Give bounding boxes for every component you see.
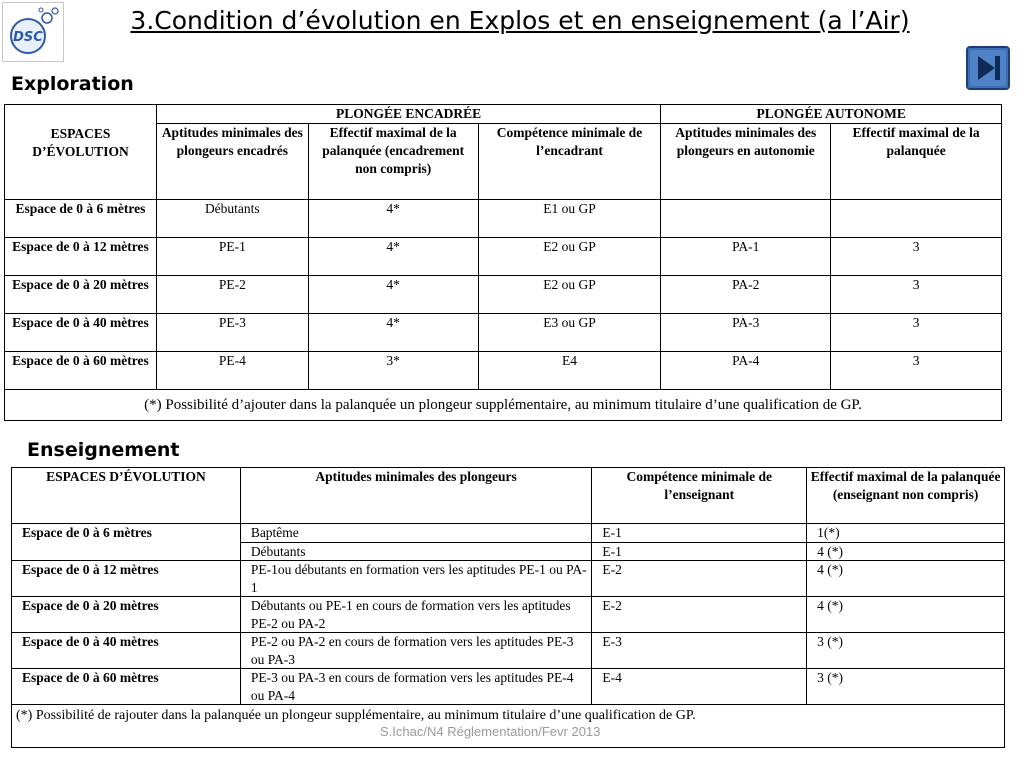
group-plongee-autonome: PLONGÉE AUTONOME bbox=[661, 105, 1002, 124]
table-row bbox=[5, 200, 1002, 238]
cell-competence: E-3 bbox=[592, 633, 807, 669]
cell-aptitudes-encadres: PE-1 bbox=[156, 238, 308, 276]
slide-footer: S.Ichac/N4 Réglementation/Fevr 2013 bbox=[380, 724, 601, 739]
cell-effectif: 1(*) bbox=[807, 524, 1005, 543]
cell-aptitudes: Débutants bbox=[240, 542, 592, 561]
table-row bbox=[12, 561, 1005, 597]
row-espace: Espace de 0 à 40 mètres bbox=[12, 633, 241, 669]
cell-aptitudes: Baptême bbox=[240, 524, 592, 543]
cell-effectif-encadree: 4* bbox=[308, 200, 478, 238]
cell-effectif-encadree: 3* bbox=[308, 352, 478, 390]
club-logo bbox=[2, 2, 64, 62]
row-espace: Espace de 0 à 6 mètres bbox=[12, 524, 241, 561]
cell-competence: E4 bbox=[478, 352, 661, 390]
cell-competence: E-4 bbox=[592, 669, 807, 705]
cell-competence: E-1 bbox=[592, 542, 807, 561]
cell-effectif-encadree: 4* bbox=[308, 276, 478, 314]
skip-next-icon bbox=[966, 46, 1010, 90]
row-espace: Espace de 0 à 12 mètres bbox=[5, 238, 157, 276]
col-competence-encadrant: Compétence minimale de l’encadrant bbox=[478, 124, 661, 200]
next-slide-button[interactable] bbox=[966, 46, 1010, 90]
exploration-footnote: (*) Possibilité d’ajouter dans la palanquée un plongeur supplémentaire, au minimum titulaire d’une qualification de GP. bbox=[5, 390, 1002, 421]
table-row bbox=[5, 238, 1002, 276]
cell-effectif-autonome: 3 bbox=[831, 276, 1002, 314]
cell-effectif: 4 (*) bbox=[807, 597, 1005, 633]
cell-competence: E3 ou GP bbox=[478, 314, 661, 352]
col-aptitudes: Aptitudes minimales des plongeurs bbox=[240, 468, 592, 524]
cell-aptitudes: PE-2 ou PA-2 en cours de formation vers les aptitudes PE-3 ou PA-3 bbox=[240, 633, 592, 669]
enseignement-heading: Enseignement bbox=[27, 439, 180, 461]
logo-text: DSC bbox=[13, 30, 43, 45]
col-aptitudes-encadres: Aptitudes minimales des plongeurs encadrés bbox=[156, 124, 308, 200]
table-row bbox=[5, 352, 1002, 390]
cell-effectif-autonome: 3 bbox=[831, 352, 1002, 390]
col-effectif-autonome: Effectif maximal de la palanquée bbox=[831, 124, 1002, 200]
col-effectif: Effectif maximal de la palanquée (enseignant non compris) bbox=[807, 468, 1005, 524]
cell-aptitudes-autonomie: PA-4 bbox=[661, 352, 831, 390]
table-row bbox=[5, 276, 1002, 314]
row-espace: Espace de 0 à 20 mètres bbox=[5, 276, 157, 314]
cell-competence: E-2 bbox=[592, 597, 807, 633]
col-espaces: ESPACES D’ÉVOLUTION bbox=[5, 105, 157, 200]
table-row bbox=[12, 524, 1005, 543]
cell-effectif: 4 (*) bbox=[807, 561, 1005, 597]
col-effectif-encadree: Effectif maximal de la palanquée (encadrement non compris) bbox=[308, 124, 478, 200]
group-plongee-encadree: PLONGÉE ENCADRÉE bbox=[156, 105, 660, 124]
slide-title: 3.Condition d’évolution en Explos et en enseignement (a l’Air) bbox=[130, 6, 910, 35]
cell-competence: E-2 bbox=[592, 561, 807, 597]
cell-effectif-autonome bbox=[831, 200, 1002, 238]
cell-aptitudes: PE-1ou débutants en formation vers les aptitudes PE-1 ou PA-1 bbox=[240, 561, 592, 597]
enseignement-footnote: (*) Possibilité de rajouter dans la palanquée un plongeur supplémentaire, au minimum titulaire d’une qualification de GP. bbox=[12, 705, 1005, 748]
exploration-table bbox=[4, 104, 1002, 421]
cell-effectif-encadree: 4* bbox=[308, 314, 478, 352]
table-row bbox=[12, 669, 1005, 705]
table-row bbox=[5, 314, 1002, 352]
cell-aptitudes-autonomie: PA-3 bbox=[661, 314, 831, 352]
cell-effectif: 3 (*) bbox=[807, 669, 1005, 705]
cell-aptitudes: Débutants ou PE-1 en cours de formation vers les aptitudes PE-2 ou PA-2 bbox=[240, 597, 592, 633]
row-espace: Espace de 0 à 60 mètres bbox=[5, 352, 157, 390]
row-espace: Espace de 0 à 60 mètres bbox=[12, 669, 241, 705]
col-espaces: ESPACES D’ÉVOLUTION bbox=[12, 468, 241, 524]
cell-effectif-autonome: 3 bbox=[831, 314, 1002, 352]
exploration-heading: Exploration bbox=[11, 73, 134, 95]
cell-effectif: 3 (*) bbox=[807, 633, 1005, 669]
cell-aptitudes-encadres: Débutants bbox=[156, 200, 308, 238]
cell-effectif-encadree: 4* bbox=[308, 238, 478, 276]
cell-aptitudes-autonomie: PA-1 bbox=[661, 238, 831, 276]
row-espace: Espace de 0 à 6 mètres bbox=[5, 200, 157, 238]
cell-aptitudes: PE-3 ou PA-3 en cours de formation vers les aptitudes PE-4 ou PA-4 bbox=[240, 669, 592, 705]
cell-competence: E2 ou GP bbox=[478, 276, 661, 314]
cell-aptitudes-encadres: PE-3 bbox=[156, 314, 308, 352]
col-aptitudes-autonomie: Aptitudes minimales des plongeurs en autonomie bbox=[661, 124, 831, 200]
table-row bbox=[12, 597, 1005, 633]
row-espace: Espace de 0 à 40 mètres bbox=[5, 314, 157, 352]
cell-competence: E1 ou GP bbox=[478, 200, 661, 238]
cell-aptitudes-autonomie: PA-2 bbox=[661, 276, 831, 314]
cell-aptitudes-autonomie bbox=[661, 200, 831, 238]
cell-competence: E2 ou GP bbox=[478, 238, 661, 276]
table-row bbox=[12, 633, 1005, 669]
cell-aptitudes-encadres: PE-4 bbox=[156, 352, 308, 390]
row-espace: Espace de 0 à 12 mètres bbox=[12, 561, 241, 597]
cell-effectif: 4 (*) bbox=[807, 542, 1005, 561]
cell-effectif-autonome: 3 bbox=[831, 238, 1002, 276]
row-espace: Espace de 0 à 20 mètres bbox=[12, 597, 241, 633]
col-competence-enseignant: Compétence minimale de l’enseignant bbox=[592, 468, 807, 524]
enseignement-table bbox=[11, 467, 1005, 748]
cell-competence: E-1 bbox=[592, 524, 807, 543]
cell-aptitudes-encadres: PE-2 bbox=[156, 276, 308, 314]
